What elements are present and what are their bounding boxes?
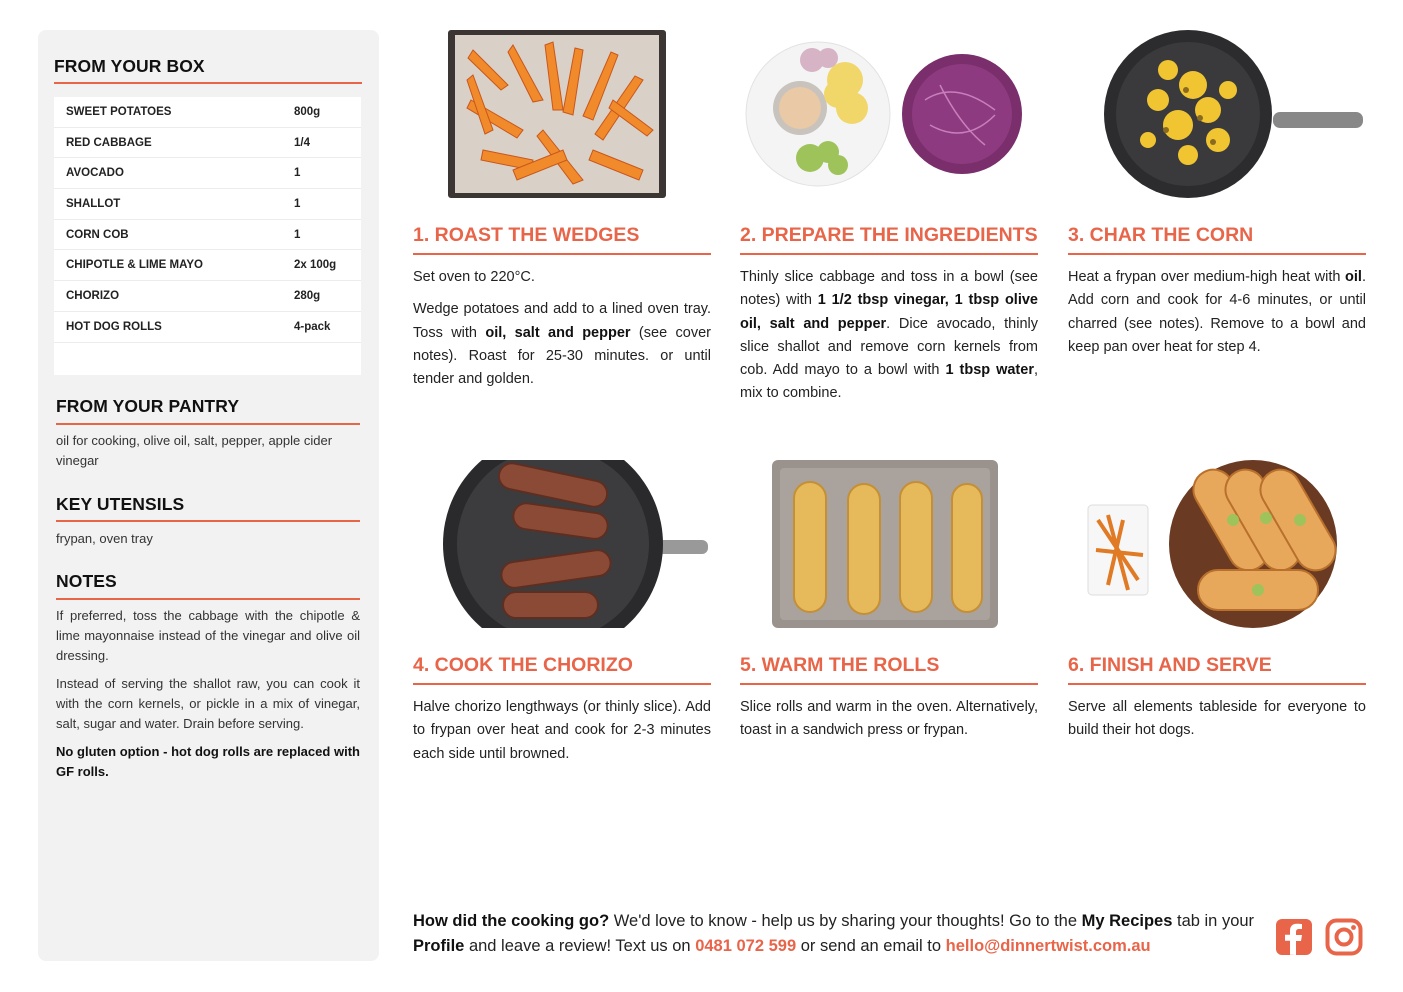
- prepare-ingredients-photo: [740, 30, 1038, 198]
- box-ingredients-table: [54, 97, 361, 375]
- my-recipes-label: My Recipes: [1081, 912, 1173, 930]
- pantry-text: oil for cooking, olive oil, salt, pepper, apple cider vinegar: [56, 433, 333, 468]
- utensils-text: frypan, oven tray: [56, 531, 153, 546]
- step-1-title: 1. ROAST THE WEDGES: [413, 224, 711, 255]
- step-4-body: Halve chorizo lengthways (or thinly slice). Add to frypan over heat and cook for 2-3 minutes each side until browned.: [413, 699, 711, 762]
- ingredient-name: SWEET POTATOES: [66, 105, 172, 118]
- ingredient-row: [54, 312, 361, 343]
- step-2-body: [740, 266, 1038, 415]
- notes-divider: [56, 598, 360, 600]
- step-3-title: 3. CHAR THE CORN: [1068, 224, 1366, 255]
- ingredient-qty: 800g: [294, 105, 321, 118]
- ingredients-sidebar: [38, 30, 379, 961]
- step-2-title: 2. PREPARE THE INGREDIENTS: [740, 224, 1038, 255]
- ingredient-qty: 4-pack: [294, 320, 331, 333]
- text-run: tab in your: [1172, 912, 1255, 930]
- ingredient-qty: 1/4: [294, 136, 310, 149]
- pantry-divider: [56, 423, 360, 425]
- ingredient-qty: 1: [294, 197, 301, 210]
- note-paragraph-bold: [56, 742, 360, 782]
- email-link[interactable]: hello@dinnertwist.com.au: [945, 937, 1151, 955]
- text-bold: oil: [1345, 269, 1362, 285]
- step-3-text: [1068, 266, 1366, 359]
- ingredient-row: [54, 158, 361, 189]
- step-2-text: [740, 266, 1038, 406]
- ingredient-name: CORN COB: [66, 228, 129, 241]
- pantry-section-title: FROM YOUR PANTRY: [56, 396, 240, 416]
- ingredient-qty: 2x 100g: [294, 259, 337, 272]
- text-run: We'd love to know - help us by sharing your thoughts! Go to the: [609, 912, 1082, 930]
- ingredient-name: AVOCADO: [66, 167, 124, 180]
- ingredient-qty: 1: [294, 167, 301, 180]
- warm-rolls-photo: [740, 460, 1038, 628]
- phone-link[interactable]: 0481 072 599: [695, 937, 797, 955]
- text-run: . Add corn and cook for 4-6 minutes, or until charred (see notes). Remove to a bowl and keep pan over heat for step 4.: [1068, 269, 1366, 355]
- step-1-text: [413, 298, 711, 391]
- cook-chorizo-photo: [413, 460, 711, 628]
- ingredient-row: [54, 128, 361, 159]
- profile-label: Profile: [413, 937, 465, 955]
- char-corn-photo: [1068, 30, 1366, 198]
- step-6-title: 6. FINISH AND SERVE: [1068, 654, 1366, 685]
- step-5-title: 5. WARM THE ROLLS: [740, 654, 1038, 685]
- instagram-icon[interactable]: [1325, 918, 1363, 956]
- text-run: , mix to combine.: [740, 362, 1039, 402]
- text-run: . Dice avocado, thinly slice shallot and remove corn kernels from cob. Add mayo to a bowl with: [740, 315, 1038, 379]
- text-run: Heat a frypan over medium-high heat with: [1068, 269, 1346, 285]
- ingredient-qty: 280g: [294, 289, 321, 302]
- feedback-question: How did the cooking go?: [413, 912, 610, 930]
- text-run: Wedge potatoes and add to a lined oven tray. Toss with: [413, 301, 711, 341]
- text-bold: oil, salt and pepper: [485, 324, 631, 341]
- step-3-body: [1068, 266, 1366, 368]
- text-run: Thinly slice cabbage and toss in a bowl (see notes) with: [740, 269, 1038, 309]
- utensils-section-title: KEY UTENSILS: [56, 494, 185, 514]
- text-run: or send an email to: [796, 937, 946, 955]
- notes-section-title: NOTES: [56, 571, 117, 591]
- ingredient-name: CHORIZO: [66, 289, 120, 302]
- utensils-divider: [56, 520, 360, 522]
- feedback-footer: [413, 909, 1263, 959]
- ingredient-row: [54, 281, 361, 312]
- roast-wedges-photo: [413, 30, 711, 198]
- step-6-body: Serve all elements tableside for everyone to build their hot dogs.: [1068, 699, 1366, 739]
- step-4-title: 4. COOK THE CHORIZO: [413, 654, 711, 685]
- text-bold: 1 tbsp water: [945, 362, 1034, 379]
- ingredient-name: CHIPOTLE & LIME MAYO: [66, 259, 203, 272]
- ingredient-row: [54, 250, 361, 281]
- step-5-body: Slice rolls and warm in the oven. Alternatively, toast in a sandwich press or frypan.: [740, 699, 1038, 739]
- notes-text: [56, 606, 360, 790]
- box-title-divider: [54, 82, 362, 84]
- ingredient-name: SHALLOT: [66, 197, 121, 210]
- ingredient-name: RED CABBAGE: [66, 136, 152, 149]
- text-run: and leave a review! Text us on: [464, 937, 696, 955]
- finish-serve-photo: [1068, 460, 1366, 628]
- note-paragraph: If preferred, toss the cabbage with the chipotle & lime mayonnaise instead of the vinegar and olive oil dressing.: [56, 608, 360, 663]
- text-run: (see cover notes). Roast for 25-30 minutes. or until tender and golden.: [413, 324, 711, 388]
- note-paragraph: Instead of serving the shallot raw, you can cook it with the corn kernels, or pickle in a mix of vinegar, salt, sugar and water. Drain before serving.: [56, 676, 360, 731]
- text-bold: 1 1/2 tbsp vinegar, 1 tbsp olive oil, salt and pepper: [740, 292, 1038, 332]
- facebook-icon[interactable]: [1275, 918, 1313, 956]
- ingredient-row: [54, 97, 361, 128]
- ingredient-name: HOT DOG ROLLS: [66, 320, 162, 333]
- step-1-text: Set oven to 220°C.: [413, 269, 535, 285]
- ingredient-row: [54, 189, 361, 220]
- ingredient-row: [54, 220, 361, 251]
- box-section-title: FROM YOUR BOX: [54, 56, 205, 76]
- ingredient-qty: 1: [294, 228, 301, 241]
- step-1-body: [413, 266, 711, 400]
- gluten-free-note: No gluten option - hot dog rolls are replaced with GF rolls.: [56, 744, 360, 779]
